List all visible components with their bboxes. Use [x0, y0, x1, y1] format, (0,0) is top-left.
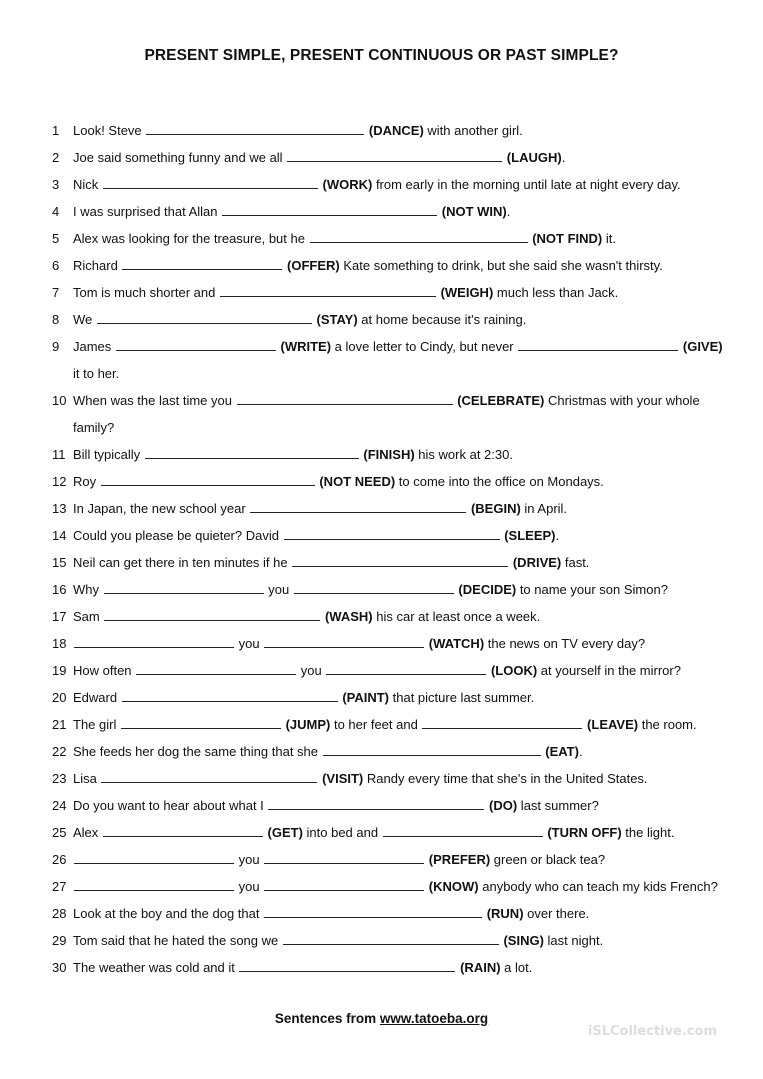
sentence-text: .: [578, 744, 583, 759]
answer-blank[interactable]: [222, 205, 437, 216]
item-number: 10: [52, 393, 67, 408]
item-sentence: [73, 306, 732, 333]
answer-blank[interactable]: [518, 340, 678, 351]
sentence-text: from early in the morning until late at night every day.: [372, 177, 681, 192]
exercise-item: [52, 657, 732, 684]
watermark-logo: iSLCollective.com: [587, 1024, 717, 1039]
answer-blank[interactable]: [104, 583, 264, 594]
sentence-text: .: [561, 150, 566, 165]
item-number: 21: [52, 717, 67, 732]
item-number: 30: [52, 960, 67, 975]
item-number: 20: [52, 690, 67, 705]
item-sentence: [73, 117, 732, 144]
sentence-text: in April.: [520, 501, 568, 516]
verb-prompt: (BEGIN): [467, 501, 521, 516]
sentence-text: Why: [73, 582, 103, 597]
verb-prompt: (WATCH): [425, 636, 485, 651]
sentence-text: fast.: [561, 555, 590, 570]
sentence-text: to come into the office on Mondays.: [395, 474, 604, 489]
answer-blank[interactable]: [283, 934, 499, 945]
answer-blank[interactable]: [101, 772, 317, 783]
item-number: 26: [52, 852, 67, 867]
item-number: 18: [52, 636, 67, 651]
exercise-item: [52, 873, 732, 900]
sentence-text: We: [73, 312, 96, 327]
source-link[interactable]: www.tatoeba.org: [379, 1011, 489, 1026]
sentence-text: a love letter to Cindy, but never: [331, 339, 518, 354]
answer-blank[interactable]: [103, 178, 318, 189]
item-number: 23: [52, 771, 67, 786]
item-number: 9: [52, 339, 60, 354]
answer-blank[interactable]: [287, 151, 502, 162]
verb-prompt: (DECIDE): [454, 582, 517, 597]
answer-blank[interactable]: [104, 610, 320, 621]
answer-blank[interactable]: [136, 664, 296, 675]
answer-blank[interactable]: [264, 907, 482, 918]
verb-prompt: (NOT WIN): [438, 204, 507, 219]
answer-blank[interactable]: [122, 259, 282, 270]
exercise-item: [52, 117, 732, 144]
answer-blank[interactable]: [74, 880, 234, 891]
item-number: 28: [52, 906, 67, 921]
item-number: 24: [52, 798, 67, 813]
item-sentence: [73, 684, 732, 711]
verb-prompt: (WEIGH): [436, 285, 494, 300]
item-sentence: [73, 171, 732, 198]
exercise-item: [52, 630, 732, 657]
verb-prompt: (CELEBRATE): [453, 393, 545, 408]
verb-prompt: (LAUGH): [503, 150, 562, 165]
sentence-text: Look! Steve: [73, 123, 146, 138]
sentence-text: his work at 2:30.: [414, 447, 513, 462]
item-sentence: [73, 846, 732, 873]
verb-prompt: (WORK): [318, 177, 373, 192]
answer-blank[interactable]: [284, 529, 500, 540]
sentence-text: Could you please be quieter? David: [73, 528, 283, 543]
exercise-item: [52, 522, 732, 549]
item-sentence: [73, 765, 732, 792]
sentence-text: much less than Jack.: [493, 285, 619, 300]
item-number: 11: [52, 447, 66, 462]
verb-prompt: (EAT): [541, 744, 579, 759]
sentence-text: last summer?: [517, 798, 599, 813]
sentence-text: Edward: [73, 690, 121, 705]
exercise-item: [52, 279, 732, 306]
item-sentence: [73, 954, 732, 981]
sentence-text: over there.: [523, 906, 590, 921]
item-number: 12: [52, 474, 67, 489]
sentence-text: .: [506, 204, 511, 219]
verb-prompt: (SLEEP): [500, 528, 556, 543]
item-sentence: [73, 900, 732, 927]
verb-prompt: (JUMP): [281, 717, 331, 732]
sentence-text: the room.: [638, 717, 697, 732]
answer-blank[interactable]: [292, 556, 508, 567]
answer-blank[interactable]: [310, 232, 528, 243]
item-number: 22: [52, 744, 67, 759]
item-sentence: [73, 279, 732, 306]
exercise-item: [52, 603, 732, 630]
sentence-text: When was the last time you: [73, 393, 236, 408]
verb-prompt: (WASH): [321, 609, 373, 624]
answer-blank[interactable]: [422, 718, 582, 729]
answer-blank[interactable]: [294, 583, 454, 594]
sentence-text: the news on TV every day?: [484, 636, 646, 651]
sentence-text: James: [73, 339, 115, 354]
verb-prompt: (SING): [499, 933, 544, 948]
answer-blank[interactable]: [121, 718, 281, 729]
sentence-text: to her feet and: [330, 717, 422, 732]
verb-prompt: (DRIVE): [509, 555, 562, 570]
sentence-text: you: [297, 663, 326, 678]
exercise-item: [52, 819, 732, 846]
exercise-item: [52, 900, 732, 927]
sentence-text: The girl: [73, 717, 120, 732]
item-sentence: [73, 819, 732, 846]
sentence-text: Look at the boy and the dog that: [73, 906, 264, 921]
answer-blank[interactable]: [101, 475, 315, 486]
verb-prompt: (RAIN): [456, 960, 501, 975]
exercise-item: [52, 495, 732, 522]
answer-blank[interactable]: [116, 340, 276, 351]
verb-prompt: (OFFER): [283, 258, 340, 273]
exercise-item: [52, 144, 732, 171]
verb-prompt: (PREFER): [425, 852, 491, 867]
item-sentence: [73, 468, 732, 495]
sentence-text: green or black tea?: [490, 852, 606, 867]
verb-prompt: (PAINT): [338, 690, 390, 705]
verb-prompt: (STAY): [312, 312, 358, 327]
exercise-item: [52, 441, 732, 468]
item-sentence: [73, 144, 732, 171]
sentence-text: that picture last summer.: [389, 690, 535, 705]
sentence-text: Neil can get there in ten minutes if he: [73, 555, 292, 570]
exercise-item: [52, 792, 732, 819]
sentence-text: She feeds her dog the same thing that she: [73, 744, 322, 759]
sentence-text: a lot.: [500, 960, 533, 975]
exercise-item: [52, 684, 732, 711]
sentence-text: it.: [602, 231, 616, 246]
answer-blank[interactable]: [103, 826, 263, 837]
item-number: 25: [52, 825, 67, 840]
verb-prompt: (TURN OFF): [543, 825, 622, 840]
answer-blank[interactable]: [264, 637, 424, 648]
verb-prompt: (NOT FIND): [528, 231, 603, 246]
sentence-text: with another girl.: [423, 123, 523, 138]
sentence-text: .: [555, 528, 560, 543]
item-number: 27: [52, 879, 67, 894]
exercise-item: [52, 171, 732, 198]
exercise-list: [52, 117, 732, 981]
sentence-text: Bill typically: [73, 447, 144, 462]
item-sentence: [73, 576, 732, 603]
verb-prompt: (WRITE): [276, 339, 332, 354]
verb-prompt: (KNOW): [425, 879, 479, 894]
sentence-text: Christmas with your whole family?: [73, 393, 700, 435]
answer-blank[interactable]: [264, 880, 424, 891]
exercise-item: [52, 549, 732, 576]
answer-blank[interactable]: [239, 961, 455, 972]
sentence-text: at home because it's raining.: [357, 312, 527, 327]
sentence-text: anybody who can teach my kids French?: [478, 879, 718, 894]
sentence-text: I was surprised that Allan: [73, 204, 222, 219]
item-sentence: [73, 549, 732, 576]
item-number: 16: [52, 582, 67, 597]
item-sentence: [73, 711, 732, 738]
sentence-text: Kate something to drink, but she said she wasn't thirsty.: [339, 258, 663, 273]
answer-blank[interactable]: [264, 853, 424, 864]
exercise-item: [52, 387, 732, 441]
item-number: 29: [52, 933, 67, 948]
sentence-text: the light.: [621, 825, 675, 840]
answer-blank[interactable]: [74, 637, 234, 648]
item-number: 7: [52, 285, 60, 300]
item-number: 8: [52, 312, 60, 327]
item-number: 13: [52, 501, 67, 516]
answer-blank[interactable]: [383, 826, 543, 837]
sentence-text: Tom is much shorter and: [73, 285, 219, 300]
sentence-text: Tom said that he hated the song we: [73, 933, 282, 948]
item-number: 15: [52, 555, 67, 570]
item-sentence: [73, 333, 732, 387]
exercise-item: [52, 198, 732, 225]
answer-blank[interactable]: [74, 853, 234, 864]
footer-prefix: Sentences from: [274, 1011, 380, 1026]
sentence-text: last night.: [543, 933, 604, 948]
exercise-item: [52, 252, 732, 279]
exercise-item: [52, 954, 732, 981]
item-sentence: [73, 927, 732, 954]
item-number: 3: [52, 177, 60, 192]
item-number: 17: [52, 609, 67, 624]
verb-prompt: (DO): [485, 798, 518, 813]
sentence-text: it to her.: [73, 366, 120, 381]
sentence-text: Joe said something funny and we all: [73, 150, 287, 165]
exercise-item: [52, 225, 732, 252]
verb-prompt: (NOT NEED): [315, 474, 396, 489]
verb-prompt: (VISIT): [318, 771, 364, 786]
verb-prompt: (LOOK): [487, 663, 538, 678]
verb-prompt: (GIVE): [679, 339, 723, 354]
item-sentence: [73, 495, 732, 522]
exercise-item: [52, 576, 732, 603]
item-sentence: [73, 522, 732, 549]
verb-prompt: (RUN): [483, 906, 524, 921]
item-sentence: [73, 387, 732, 441]
sentence-text: Lisa: [73, 771, 101, 786]
sentence-text: Nick: [73, 177, 102, 192]
sentence-text: Do you want to hear about what I: [73, 798, 268, 813]
sentence-text: you: [235, 852, 264, 867]
item-sentence: [73, 198, 732, 225]
item-number: 14: [52, 528, 67, 543]
item-sentence: [73, 252, 732, 279]
sentence-text: you: [235, 636, 264, 651]
exercise-item: [52, 306, 732, 333]
sentence-text: Roy: [73, 474, 100, 489]
exercise-item: [52, 765, 732, 792]
item-number: 4: [52, 204, 60, 219]
sentence-text: Randy every time that she's in the United States.: [363, 771, 648, 786]
sentence-text: you: [264, 582, 293, 597]
item-sentence: [73, 441, 732, 468]
verb-prompt: (DANCE): [365, 123, 424, 138]
exercise-item: [52, 846, 732, 873]
item-sentence: [73, 873, 732, 900]
item-sentence: [73, 225, 732, 252]
answer-blank[interactable]: [220, 286, 436, 297]
exercise-item: [52, 333, 732, 387]
item-sentence: [73, 792, 732, 819]
verb-prompt: (FINISH): [359, 447, 415, 462]
answer-blank[interactable]: [145, 448, 359, 459]
item-sentence: [73, 630, 732, 657]
item-sentence: [73, 738, 732, 765]
exercise-item: [52, 468, 732, 495]
sentence-text: In Japan, the new school year: [73, 501, 250, 516]
answer-blank[interactable]: [268, 799, 484, 810]
answer-blank[interactable]: [323, 745, 541, 756]
answer-blank[interactable]: [97, 313, 312, 324]
sentence-text: to name your son Simon?: [516, 582, 668, 597]
answer-blank[interactable]: [122, 691, 338, 702]
sentence-text: The weather was cold and it: [73, 960, 239, 975]
exercise-item: [52, 738, 732, 765]
sentence-text: you: [235, 879, 264, 894]
sentence-text: into bed and: [302, 825, 382, 840]
item-number: 1: [52, 123, 60, 138]
sentence-text: How often: [73, 663, 136, 678]
answer-blank[interactable]: [326, 664, 486, 675]
sentence-text: Alex: [73, 825, 102, 840]
worksheet-title: PRESENT SIMPLE, PRESENT CONTINUOUS OR PAST SIMPLE?: [144, 47, 619, 64]
sentence-text: Richard: [73, 258, 122, 273]
exercise-item: [52, 927, 732, 954]
sentence-text: Sam: [73, 609, 104, 624]
verb-prompt: (LEAVE): [583, 717, 639, 732]
exercise-item: [52, 711, 732, 738]
item-number: 5: [52, 231, 60, 246]
item-sentence: [73, 657, 732, 684]
sentence-text: his car at least once a week.: [372, 609, 541, 624]
sentence-text: Alex was looking for the treasure, but he: [73, 231, 309, 246]
answer-blank[interactable]: [250, 502, 466, 513]
item-number: 19: [52, 663, 67, 678]
answer-blank[interactable]: [146, 124, 364, 135]
answer-blank[interactable]: [237, 394, 453, 405]
sentence-text: at yourself in the mirror?: [537, 663, 681, 678]
item-number: 6: [52, 258, 60, 273]
item-sentence: [73, 603, 732, 630]
verb-prompt: (GET): [263, 825, 303, 840]
item-number: 2: [52, 150, 60, 165]
